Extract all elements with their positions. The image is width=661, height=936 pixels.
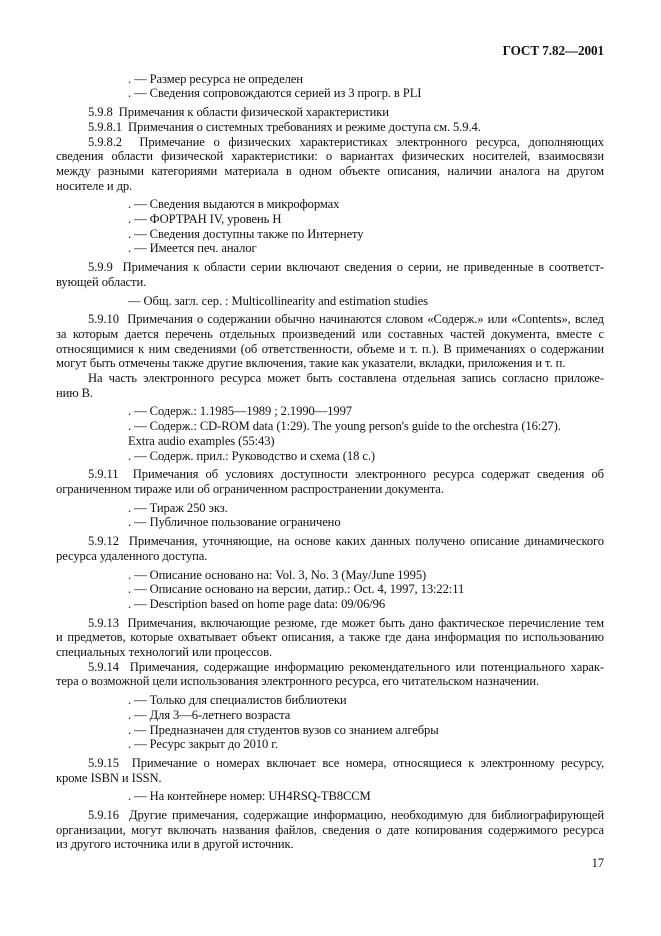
- example-line: . — Имеется печ. аналог: [128, 241, 257, 256]
- text-line: 5.9.13 Примечания, включающие резюме, где может быть дано фактическое перечисление тем: [88, 615, 604, 630]
- text-line: 5.9.15 Примечание о номерах включает все номера, относящиеся к электронному ресурсу,: [88, 755, 604, 770]
- text-line: 5.9.8.1 Примечания о системных требованиях и режиме доступа см. 5.9.4.: [88, 119, 481, 134]
- paragraph: [56, 808, 604, 852]
- text-line: ресурса удаленного доступа.: [56, 548, 208, 563]
- text-line: На часть электронного ресурса может быть составлена отдельная запись согласно приложе-: [88, 371, 604, 386]
- example-line: . — Сведения сопровождаются серией из 3 прогр. в PLI: [128, 86, 422, 101]
- example-line: . — Сведения выдаются в микроформах: [128, 197, 340, 212]
- text-line: организации, могут включать названия файлов, сведения о дате копирования содержимого ресурса: [56, 822, 604, 837]
- example-line: . — Предназначен для студентов вузов со знанием алгебры: [128, 722, 439, 737]
- example-line: . — Содерж.: 1.1985—1989 ; 2.1990—1997: [128, 404, 352, 419]
- text-line: 5.9.9 Примечания к области серии включают сведения о серии, не приведенные в соответст-: [88, 260, 604, 275]
- example-block: [56, 294, 604, 309]
- text-line: и предметов, которые охватывает объект описания, а также где дана информация по использованию: [56, 630, 604, 645]
- paragraph: [56, 660, 604, 689]
- example-line: . — Описание основано на: Vol. 3, No. 3 (May/June 1995): [128, 567, 427, 582]
- example-line: . — Тираж 250 экз.: [128, 500, 228, 515]
- text-line: могут быть отмечены также другие включения, такие как указатели, вкладки, приложения и т. п.: [56, 356, 566, 371]
- text-line: 5.9.8 Примечания к области физической характеристики: [88, 105, 389, 120]
- text-line: кроме ISBN и ISSN.: [56, 770, 162, 785]
- text-line: относящимися к ним сведениями (об ответственности, объеме и т. п.). В примечаниях о содержании: [56, 341, 604, 356]
- example-line: . — Описание основано на версии, датир.: Oct. 4, 1997, 13:22:11: [128, 582, 465, 597]
- running-header: ГОСТ 7.82—2001: [502, 43, 604, 58]
- example-line: . — Для 3—6-летнего возраста: [128, 707, 291, 722]
- paragraph: [56, 260, 604, 289]
- example-line: . — Ресурс закрыт до 2010 г.: [128, 737, 278, 752]
- text-line: 5.9.11 Примечания об условиях доступности электронного ресурса содержат сведения об: [88, 467, 604, 482]
- paragraph: [56, 467, 604, 496]
- paragraph: [56, 371, 604, 400]
- example-line: . — Только для специалистов библиотеки: [128, 693, 347, 708]
- example-block: [56, 501, 604, 530]
- example-block: [56, 197, 604, 256]
- paragraph: [56, 616, 604, 660]
- text-line: специальных технологий или процессов.: [56, 645, 273, 660]
- page-number: 17: [591, 856, 604, 871]
- example-block: [56, 568, 604, 612]
- text-line: 5.9.16 Другие примечания, содержащие информацию, необходимую для библиографирующей: [88, 808, 604, 823]
- example-line: — Общ. загл. сер. : Multicollinearity and estimation studies: [128, 293, 428, 308]
- text-line: 5.9.12 Примечания, уточняющие, на основе каких данных получено описание динамического: [88, 534, 604, 549]
- text-line: за которым дается перечень отдельных произведений или составных частей документа, вместе с: [56, 326, 604, 341]
- paragraph: [56, 135, 604, 194]
- example-block: [56, 404, 604, 463]
- example-block: [56, 693, 604, 752]
- example-line: . — ФОРТРАН IV, уровень Н: [128, 212, 282, 227]
- document-body: [56, 72, 604, 852]
- text-line: нию В.: [56, 385, 93, 400]
- example-block: [56, 789, 604, 804]
- text-line: вующей области.: [56, 274, 147, 289]
- paragraph: [56, 105, 604, 120]
- paragraph: [56, 312, 604, 371]
- example-line: . — Сведения доступны также по Интернету: [128, 226, 364, 241]
- text-line: между разными категориями материала в одном объекте описания, наличии аналога на другом: [56, 163, 604, 178]
- text-line: 5.9.14 Примечания, содержащие информацию рекомендательного или потенциального харак-: [88, 659, 604, 674]
- example-line: . — Размер ресурса не определен: [128, 71, 303, 86]
- paragraph: [56, 120, 604, 135]
- example-block: [56, 72, 604, 101]
- text-line: 5.9.10 Примечания о содержании обычно начинаются словом «Содерж.» или «Contents», вслед: [88, 312, 604, 327]
- text-line: из другого источника или в другой источник.: [56, 837, 294, 852]
- example-line: . — На контейнере номер: UH4RSQ-TB8CCM: [128, 789, 371, 804]
- paragraph: [56, 534, 604, 563]
- example-line: Extra audio examples (55:43): [128, 433, 275, 448]
- text-line: ограниченном тираже или об ограниченном распространении документа.: [56, 481, 444, 496]
- example-line: . — Публичное пользование ограничено: [128, 515, 341, 530]
- example-line: . — Description based on home page data: 09/06/96: [128, 596, 386, 611]
- text-line: носителе и др.: [56, 178, 133, 193]
- paragraph: [56, 756, 604, 785]
- text-line: тера о возможной цели использования электронного ресурса, его читательском назначении.: [56, 674, 540, 689]
- text-line: сведения области физической характеристики: о вариантах физических носителей, взаимосвязи: [56, 149, 604, 164]
- text-line: 5.9.8.2 Примечание о физических характеристиках электронного ресурса, дополняющих: [88, 134, 604, 149]
- example-line: . — Содерж.: CD-ROM data (1:29). The young person's guide to the orchestra (16:27).: [128, 419, 561, 434]
- example-line: . — Содерж. прил.: Руководство и схема (18 с.): [128, 448, 375, 463]
